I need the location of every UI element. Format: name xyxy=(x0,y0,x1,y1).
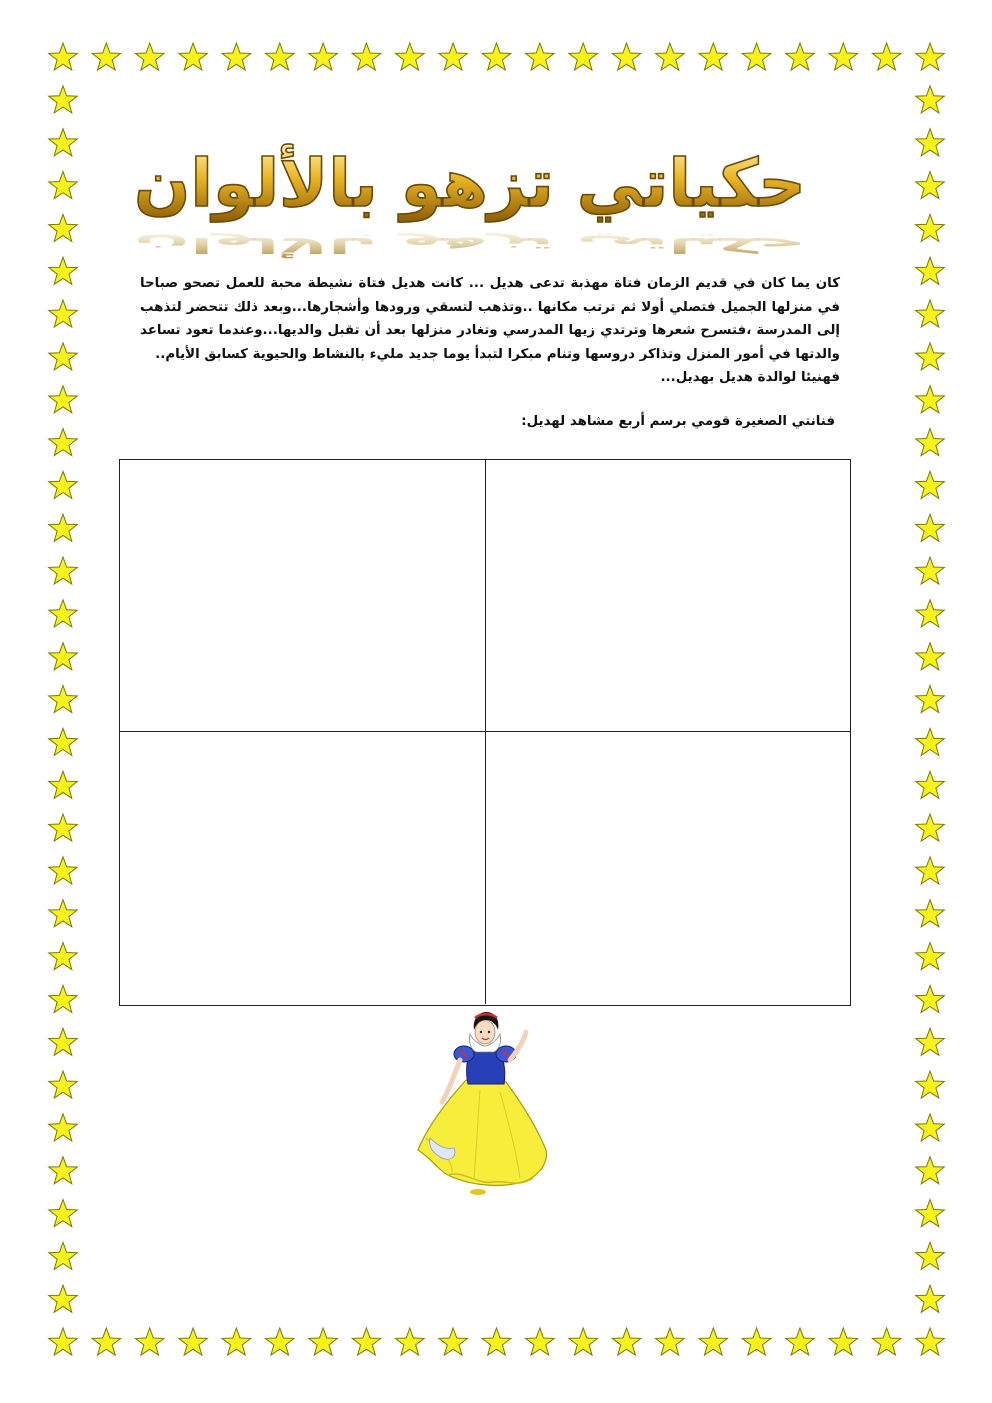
star-icon xyxy=(49,471,78,498)
star-icon xyxy=(49,1071,78,1098)
star-icon xyxy=(49,300,78,327)
star-icon xyxy=(916,86,945,113)
star-icon xyxy=(916,1028,945,1055)
star-icon xyxy=(526,1328,555,1355)
star-icon xyxy=(49,1200,78,1227)
drawing-box-4[interactable] xyxy=(120,732,486,1004)
star-icon xyxy=(916,214,945,241)
star-icon xyxy=(916,1114,945,1141)
star-icon xyxy=(916,943,945,970)
story-line: كان يما كان في قديم الزمان فتاة مهذبة تدعى هديل ... كانت هديل فتاة نشيطة محبة للعمل تصحو صباحا في xyxy=(140,276,840,315)
star-icon xyxy=(49,728,78,755)
star-icon xyxy=(916,900,945,927)
star-icon xyxy=(612,43,641,70)
star-icon xyxy=(872,1328,901,1355)
story-line: والدتها في أمور المنزل وتذاكر دروسها وتنام مبكرا لتبدأ يوما جديد مليء بالنشاط والحيوية كسابق الأيام.. xyxy=(155,346,840,362)
star-icon xyxy=(786,1328,815,1355)
star-icon xyxy=(872,43,901,70)
star-icon xyxy=(49,1157,78,1184)
star-icon xyxy=(916,814,945,841)
star-icon xyxy=(526,43,555,70)
star-icon xyxy=(49,172,78,199)
star-icon xyxy=(916,985,945,1012)
star-icon xyxy=(829,43,858,70)
star-icon xyxy=(92,1328,121,1355)
star-icon xyxy=(49,386,78,413)
star-icon xyxy=(786,43,815,70)
story-line: المدرسة ،فتسرح شعرها وترتدي زيها المدرسي وتغادر منزلها بعد أن تقبل والديها...وعندما تعود تساعد xyxy=(140,323,812,338)
star-icon xyxy=(916,1328,945,1355)
star-icon xyxy=(49,257,78,284)
star-icon xyxy=(309,43,338,70)
star-icon xyxy=(396,43,425,70)
star-icon xyxy=(656,1328,685,1355)
star-icon xyxy=(699,1328,728,1355)
star-icon xyxy=(49,1114,78,1141)
star-icon xyxy=(396,1328,425,1355)
drawing-box-3[interactable] xyxy=(485,732,850,1004)
story-line: منزلها الجميل فتصلي أولا ثم ترتب مكانها ..وتذهب لتسقي ورودها وأشجارها...وبعد ذلك تتحضر لتذهب إلى xyxy=(140,299,840,338)
star-icon xyxy=(49,214,78,241)
star-icon xyxy=(49,686,78,713)
star-icon xyxy=(916,129,945,156)
star-icon xyxy=(92,43,121,70)
title-reflection: حكياتي تزهو بالألوان xyxy=(134,232,806,258)
star-icon xyxy=(916,1242,945,1269)
star-icon xyxy=(916,429,945,456)
star-icon xyxy=(916,471,945,498)
title-wordart xyxy=(134,120,806,258)
drawing-instruction: فنانتي الصغيرة قومي برسم أربع مشاهد لهديل: xyxy=(521,414,835,429)
star-icon xyxy=(569,1328,598,1355)
star-icon xyxy=(916,600,945,627)
star-icon xyxy=(916,686,945,713)
drawing-box-1[interactable] xyxy=(485,460,850,732)
star-icon xyxy=(482,43,511,70)
star-icon xyxy=(482,1328,511,1355)
star-icon xyxy=(699,43,728,70)
star-icon xyxy=(49,943,78,970)
star-icon xyxy=(352,1328,381,1355)
star-icon xyxy=(309,1328,338,1355)
star-icon xyxy=(49,857,78,884)
star-icon xyxy=(49,429,78,456)
star-icon xyxy=(49,43,78,70)
star-icon xyxy=(49,343,78,370)
star-icon xyxy=(916,172,945,199)
star-icon xyxy=(49,900,78,927)
star-icon xyxy=(916,1285,945,1312)
star-icon xyxy=(222,43,251,70)
star-icon xyxy=(49,985,78,1012)
star-icon xyxy=(49,1328,78,1355)
star-icon xyxy=(916,386,945,413)
princess-illustration xyxy=(408,1010,558,1205)
star-icon xyxy=(916,1200,945,1227)
star-icon xyxy=(135,43,164,70)
star-icon xyxy=(135,1328,164,1355)
star-icon xyxy=(916,343,945,370)
star-icon xyxy=(49,814,78,841)
star-icon xyxy=(49,1285,78,1312)
star-icon xyxy=(266,1328,295,1355)
star-icon xyxy=(916,557,945,584)
star-icon xyxy=(916,728,945,755)
star-icon xyxy=(49,643,78,670)
drawing-grid xyxy=(119,459,851,1006)
star-icon xyxy=(439,43,468,70)
star-icon xyxy=(569,43,598,70)
star-icon xyxy=(49,86,78,113)
page-title: حكياتي تزهو بالألوان xyxy=(134,145,806,222)
star-icon xyxy=(222,1328,251,1355)
star-icon xyxy=(439,1328,468,1355)
star-icon xyxy=(352,43,381,70)
star-icon xyxy=(916,300,945,327)
star-icon xyxy=(179,1328,208,1355)
star-icon xyxy=(49,1242,78,1269)
star-icon xyxy=(916,514,945,541)
star-icon xyxy=(49,771,78,798)
star-icon xyxy=(49,129,78,156)
star-icon xyxy=(742,1328,771,1355)
star-icon xyxy=(179,43,208,70)
star-icon xyxy=(49,1028,78,1055)
story-paragraph xyxy=(140,272,840,390)
star-icon xyxy=(916,771,945,798)
star-icon xyxy=(49,557,78,584)
star-icon xyxy=(742,43,771,70)
star-icon xyxy=(829,1328,858,1355)
drawing-box-2[interactable] xyxy=(120,460,486,732)
star-icon xyxy=(612,1328,641,1355)
star-icon xyxy=(916,643,945,670)
star-icon xyxy=(916,257,945,284)
star-icon xyxy=(49,514,78,541)
star-icon xyxy=(266,43,295,70)
star-icon xyxy=(916,43,945,70)
story-line: فهنيئا لوالدة هديل بهديل... xyxy=(660,370,840,385)
star-icon xyxy=(656,43,685,70)
star-icon xyxy=(916,1071,945,1098)
star-icon xyxy=(916,1157,945,1184)
star-icon xyxy=(916,857,945,884)
star-icon xyxy=(49,600,78,627)
